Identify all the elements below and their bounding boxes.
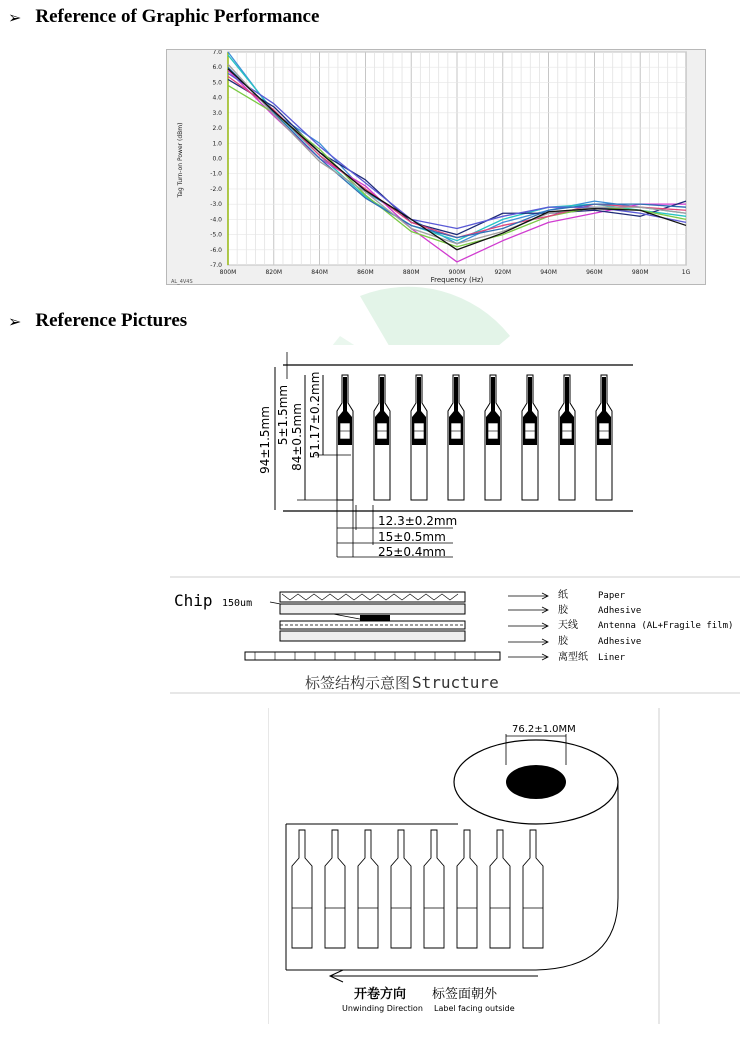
dim-15: 15±0.5mm xyxy=(378,530,446,544)
layer-3-en: Antenna (AL+Fragile film) xyxy=(598,621,734,631)
rfid-tag xyxy=(559,375,575,500)
bullet-arrow-icon: ➢ xyxy=(8,7,22,27)
x-tick-label: 800M xyxy=(219,269,237,276)
performance-heading-text: Reference of Graphic Performance xyxy=(35,6,320,27)
y-tick-label: 0.0 xyxy=(212,155,222,163)
chip-size: 150um xyxy=(222,598,253,609)
layer-3-cn: 天线 xyxy=(558,620,578,631)
layer-paper xyxy=(280,592,465,602)
dim-84: 84±0.5mm xyxy=(290,403,304,471)
bullet-arrow-icon: ➢ xyxy=(8,311,22,331)
roll-tag xyxy=(457,830,477,948)
x-tick-label: 1G xyxy=(681,269,691,276)
layer-2-en: Adhesive xyxy=(598,606,642,616)
layer-4-cn: 胶 xyxy=(558,636,568,647)
x-tick-label: 900M xyxy=(448,269,466,276)
dimension-svg xyxy=(253,345,658,573)
x-tick-label: 940M xyxy=(540,269,557,276)
facing-cn: 标签面朝外 xyxy=(432,987,498,1002)
y-tick-label: -5.0 xyxy=(210,231,222,239)
y-tick-label: -3.0 xyxy=(210,201,222,209)
layer-5-cn: 离型纸 xyxy=(558,652,588,663)
y-tick-label: -7.0 xyxy=(210,262,222,269)
structure-caption-en: Structure xyxy=(412,673,499,692)
chart-footer-tab: AL_4V4S xyxy=(171,279,193,285)
y-tick-labels xyxy=(210,50,222,269)
performance-chart xyxy=(166,49,706,285)
layer-1-en: Paper xyxy=(598,591,626,601)
dim-94: 94±1.5mm xyxy=(258,406,272,474)
pictures-heading-text: Reference Pictures xyxy=(35,310,188,331)
x-tick-label: 960M xyxy=(586,269,603,276)
x-tick-label: 820M xyxy=(265,269,283,276)
x-tick-label: 860M xyxy=(357,269,374,276)
layer-1-cn: 纸 xyxy=(558,590,568,601)
tag-row xyxy=(337,375,612,500)
layer-adhesive-2 xyxy=(280,631,465,641)
roll-tag xyxy=(325,830,345,948)
direction-en: Unwinding Direction xyxy=(342,1004,423,1013)
roll-core xyxy=(506,765,566,799)
layer-liner xyxy=(245,652,500,660)
rfid-tag xyxy=(374,375,390,500)
roll-tag-row xyxy=(292,830,543,948)
roll-svg xyxy=(268,708,660,1024)
dim-5: 5±1.5mm xyxy=(276,384,290,446)
chip-label: Chip xyxy=(174,591,213,610)
roll-tag xyxy=(424,830,444,948)
chip-block xyxy=(360,615,390,621)
layer-4-en: Adhesive xyxy=(598,637,642,647)
rfid-tag xyxy=(596,375,612,500)
chart-xlabel: Frequency (Hz) xyxy=(430,276,484,284)
chart-svg xyxy=(167,50,707,286)
dim-12: 12.3±0.2mm xyxy=(378,514,458,528)
rfid-tag xyxy=(411,375,427,500)
y-tick-label: 5.0 xyxy=(212,79,222,87)
rfid-tag xyxy=(522,375,538,500)
dimension-drawing xyxy=(253,345,658,573)
structure-drawing xyxy=(170,576,740,694)
rfid-tag xyxy=(337,375,353,500)
layer-5-en: Liner xyxy=(598,653,626,663)
direction-cn: 开卷方向 xyxy=(354,987,407,1002)
rfid-tag xyxy=(485,375,501,500)
roll-tag xyxy=(490,830,510,948)
roll-tag xyxy=(391,830,411,948)
roll-tag xyxy=(358,830,378,948)
y-tick-label: -4.0 xyxy=(210,216,222,224)
y-tick-label: 3.0 xyxy=(212,109,222,117)
x-tick-label: 880M xyxy=(402,269,420,276)
chart-ylabel: Tag Turn-on Power (dBm) xyxy=(177,122,184,198)
y-tick-label: 1.0 xyxy=(212,140,222,148)
pictures-heading xyxy=(8,310,187,332)
roll-tag xyxy=(292,830,312,948)
y-tick-label: -2.0 xyxy=(210,185,222,193)
x-tick-label: 980M xyxy=(631,269,649,276)
y-tick-label: 4.0 xyxy=(212,94,222,102)
roll-drawing xyxy=(268,708,660,1024)
dim-25: 25±0.4mm xyxy=(378,545,446,559)
x-tick-labels xyxy=(220,269,691,276)
layer-adhesive-1 xyxy=(280,604,465,614)
x-tick-label: 920M xyxy=(494,269,512,276)
structure-svg xyxy=(170,576,740,694)
facing-en: Label facing outside xyxy=(434,1004,515,1013)
core-dim: 76.2±1.0MM xyxy=(512,724,576,735)
x-tick-label: 840M xyxy=(311,269,328,276)
performance-heading xyxy=(8,6,319,28)
layer-2-cn: 胶 xyxy=(558,605,568,616)
rfid-tag xyxy=(448,375,464,500)
y-tick-label: -1.0 xyxy=(210,170,222,178)
y-tick-label: 2.0 xyxy=(212,125,222,133)
structure-caption-cn: 标签结构示意图 xyxy=(305,674,411,692)
roll-tag xyxy=(523,830,543,948)
dim-51: 51.17±0.2mm xyxy=(308,371,322,459)
y-tick-label: 6.0 xyxy=(212,64,222,72)
y-tick-label: 7.0 xyxy=(212,50,222,56)
y-tick-label: -6.0 xyxy=(210,246,222,254)
